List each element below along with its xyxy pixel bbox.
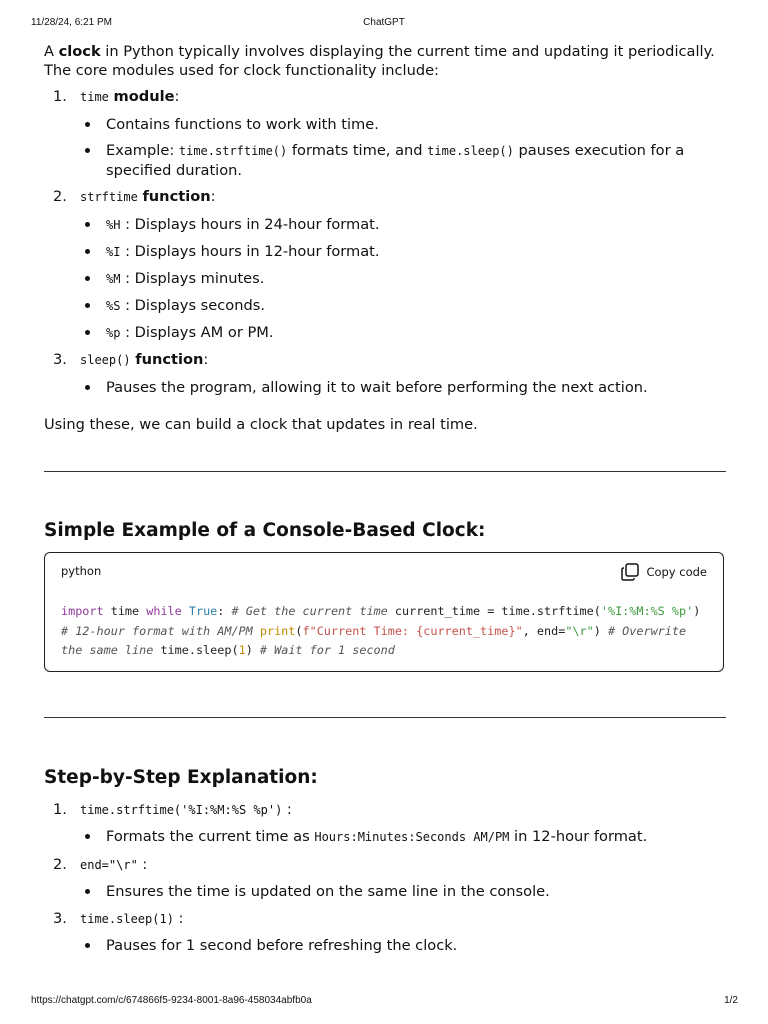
bullet-item [44,115,726,141]
heading-suffix: : [174,88,180,105]
code-token: print [259,623,296,638]
print-page-number: 1/2 [724,995,738,1006]
text-fragment: : Displays hours in 24-hour format. [120,216,380,233]
code-token: ) [593,623,608,638]
module-label: function [142,188,211,205]
list-number: 3. [53,910,67,927]
code-token [182,604,189,618]
intro-section [44,42,726,434]
print-title: ChatGPT [363,17,405,28]
code-token: ) [693,604,701,618]
text-fragment: formats time, and [287,142,428,159]
code-token: : [217,604,232,618]
code-token: time.sleep( [153,643,239,657]
copy-code-label: Copy code [646,565,707,579]
bullet-item [44,269,726,296]
code-token: ) [245,643,260,657]
bullet-item [44,936,726,963]
intro-text-pre: A [44,43,59,60]
code-token: current_time = time.strftime( [387,604,601,618]
module-heading [53,187,726,215]
bullet-item [44,215,726,242]
heading-suffix: : [210,188,216,205]
text-fragment: Pauses the program, allowing it to wait before performing the next action. [106,379,648,396]
inline-code: time.strftime() [178,144,288,158]
heading-suffix: : [173,910,184,927]
divider [44,717,726,718]
code-content [61,602,709,661]
module-heading [53,350,726,378]
bullet-item [44,378,726,404]
code-token: f"Current Time: {current_time}" [302,623,523,638]
section-title-example: Simple Example of a Console-Based Clock: [44,520,486,541]
text-fragment: : Displays hours in 12-hour format. [120,243,380,260]
inline-code: %H [106,218,121,232]
module-label: function [135,351,204,368]
code-token: time [103,604,147,618]
module-item [44,87,726,187]
list-number: 2. [53,856,67,873]
code-token: ( [295,623,303,638]
code-token: # Overwrite the same line [61,623,687,657]
code-block [44,552,724,672]
text-fragment: : Displays seconds. [120,297,265,314]
code-token: # Get the current time [231,604,388,618]
bullet-item [44,242,726,269]
code-token: 1 [238,643,246,657]
inline-code: %S [106,299,121,313]
copy-code-button[interactable] [620,562,707,582]
section-title-explanation: Step-by-Step Explanation: [44,767,318,788]
steps-list [44,800,726,963]
code-token: while [146,604,182,618]
bullet-item [44,296,726,323]
text-fragment: Formats the current time as [106,828,315,845]
step-heading [53,800,726,827]
step-item [44,909,726,963]
copy-icon [620,562,640,582]
inline-code: sleep() [80,353,131,367]
code-token: True [188,604,218,618]
text-fragment: Contains functions to work with time. [106,116,379,133]
step-heading [53,909,726,936]
text-fragment: Example: [106,142,179,159]
bullet-list [80,115,726,187]
inline-code: strftime [80,190,138,204]
intro-paragraph [44,42,726,80]
print-url: https://chatgpt.com/c/674866f5-9234-8001-8a96-458034abfb0a [31,995,312,1006]
module-item [44,350,726,404]
list-number: 1. [53,801,67,818]
bullet-list [80,215,726,350]
summary-paragraph: Using these, we can build a clock that updates in real time. [44,416,478,433]
list-number: 2. [53,188,67,205]
print-header [0,17,768,31]
code-token: # Wait for 1 second [259,643,395,657]
inline-code: Hours:Minutes:Seconds AM/PM [314,830,510,844]
heading-suffix: : [282,801,292,818]
code-token [253,624,260,638]
inline-code: %I [106,245,121,259]
print-datetime: 11/28/24, 6:21 PM [31,17,112,28]
code-token: , end= [522,623,566,638]
inline-code: end="\r" [80,858,138,872]
modules-list [44,87,726,404]
code-language-label: python [61,564,102,578]
text-fragment: Pauses for 1 second before refreshing the clock. [106,937,458,954]
module-item [44,187,726,350]
module-label: module [113,88,175,105]
code-token: # 12-hour format with AM/PM [61,623,253,638]
bullet-item [44,827,726,855]
inline-code: time.sleep() [427,144,514,158]
intro-bold-term: clock [58,43,101,60]
text-fragment: Ensures the time is updated on the same line in the console. [106,883,550,900]
heading-suffix: : [137,856,148,873]
module-heading [53,87,726,115]
text-fragment: in 12-hour format. [509,828,648,845]
text-fragment: : Displays minutes. [120,270,265,287]
bullet-list [80,882,726,909]
code-token: import [61,604,104,618]
bullet-item [44,882,726,909]
intro-text-post: in Python typically involves displaying the current time and updating it periodically. The core modules used for clock functionality include: [44,43,715,79]
list-number: 3. [53,351,67,368]
bullet-list [80,378,726,404]
print-footer [0,995,768,1009]
bullet-item [44,141,726,187]
inline-code: %M [106,272,121,286]
inline-code: time [80,90,109,104]
code-token: '%I:%M:%S %p' [600,604,694,618]
text-fragment: pauses execution for a specified duration. [106,142,685,179]
step-item [44,855,726,909]
inline-code: time.strftime('%I:%M:%S %p') [80,803,283,817]
list-number: 1. [53,88,67,105]
bullet-list [80,936,726,963]
code-token: "\r" [565,623,594,638]
divider [44,471,726,472]
inline-code: time.sleep(1) [80,912,174,926]
bullet-list [80,827,726,855]
bullet-item [44,323,726,350]
heading-suffix: : [203,351,209,368]
inline-code: %p [106,326,121,340]
step-heading [53,855,726,882]
steps-section [44,800,726,963]
text-fragment: : Displays AM or PM. [120,324,274,341]
step-item [44,800,726,855]
